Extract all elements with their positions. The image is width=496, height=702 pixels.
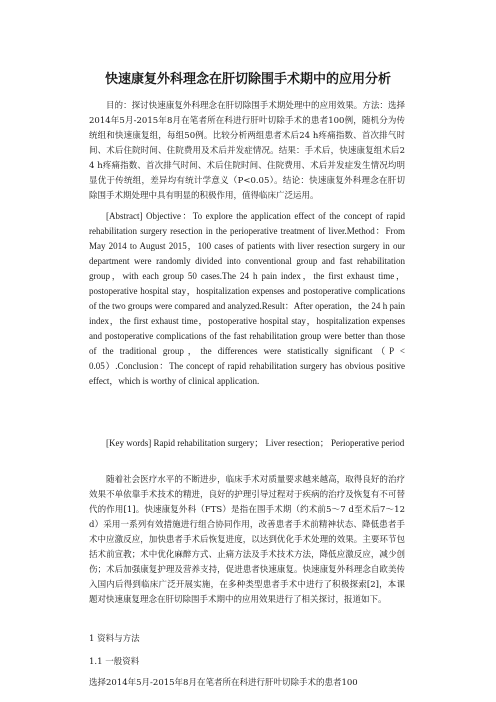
body-paragraph-start: 选择2014年5月-2015年8月在笔者所在科进行肝叶切除手术的患者100 [89, 678, 358, 688]
introduction-paragraph: 随着社会医疗水平的不断进步，临床手术对质量要求越来越高，取得良好的治疗效果不单依靠手术技术的精进，良好的护理引导过程对于疾病的治疗及恢复有不可替代的作用[1]。快速康复外科（FTS）是指在围手术期（约术前5～7 d至术后7～12 d）采用一系列有效措施进行组合协同作用，改善患者手术前精神状态、降低患者手术中应激反应，加快患者手术后恢复进度，以达到优化手术处理的效果。主要环节包括术前宣教；术中优化麻醉方式、止痛方法及手术技术方法，降低应激反应，减少创伤；术后加强康复护理及营养支持，促进患者快速康复。快速康复外科理念自欧美传入国内后得到临床广泛开展实施，在多种类型患者手术中进行了积极探索[2]，本课题对快速康复理念在肝切除围手术期中的应用效果进行了相关探讨，报道如下。 [89, 475, 405, 605]
section-heading-materials-methods: 1 资料与方法 [89, 634, 140, 644]
paper-title: 快速康复外科理念在肝切除围手术期中的应用分析 [104, 72, 391, 87]
abstract-english: [Abstract] Objective：To explore the application effect of the concept of rapid rehabilitation surgery resection in the perioperative treatment of liver.Method：From May 2014 to August 2015，100 cases of patients with liver resection surgery in our department were randomly divided into conventional group and fast rehabilitation group，with each group 50 cases.The 24 h pain index，the first exhaust time，postoperative hospital stay，hospitalization expenses and postoperative complications of the two groups were compared and analyzed.Result：After operation，the 24 h pain index，the first exhaust time，postoperative hospital stay，hospitalization expenses and postoperative complications of the fast rehabilitation group were better than those of the traditional group，the differences were statistically significant（P < 0.05）.Conclusion：The concept of rapid rehabilitation surgery has obvious positive effect，which is worthy of clinical application. [89, 211, 405, 386]
keywords-english: [Key words] Rapid rehabilitation surgery； Liver resection； Perioperative period [106, 438, 405, 448]
abstract-chinese: 目的：探讨快速康复外科理念在肝切除围手术期处理中的应用效果。方法：选择2014年5月-2015年8月在笔者所在科进行肝叶切除手术的患者100例，随机分为传统组和快速康复组，每组50例。比较分析两组患者术后24 h疼痛指数、首次排气时间、术后住院时间、住院费用及术后并发症情况。结果：手术后，快速康复组术后24 h疼痛指数、首次排气时间、术后住院时间、住院费用、术后并发症发生情况均明显优于传统组，差异均有统计学意义（P<0.05）。结论：快速康复外科理念在肝切除围手术期处理中具有明显的积极作用，值得临床广泛运用。 [89, 101, 405, 201]
subsection-heading-general-data: 1.1 一般资料 [89, 657, 140, 667]
